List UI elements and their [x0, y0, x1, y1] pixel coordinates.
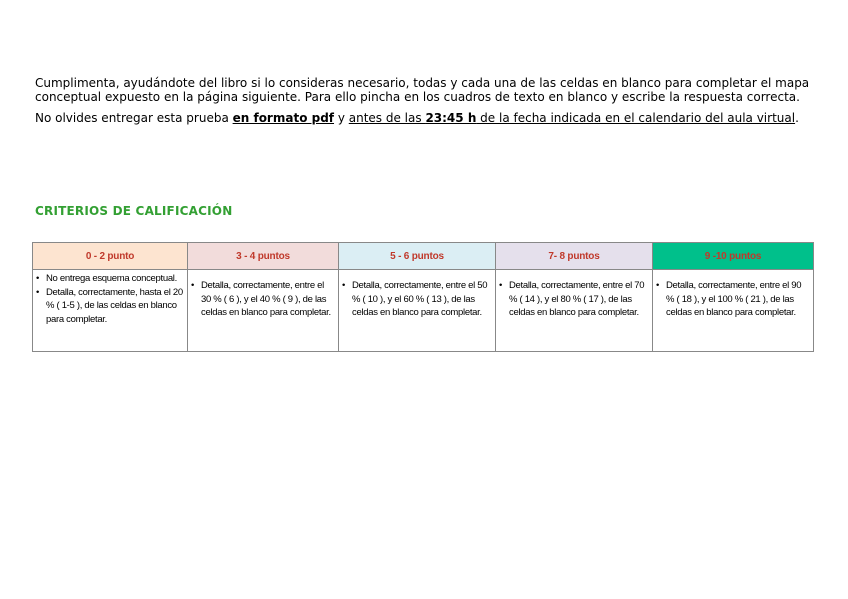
intro-paragraph-2: [35, 112, 815, 126]
deadline-time: 23:45 h: [425, 111, 477, 125]
rubric-header-3-4: 3 - 4 puntos: [188, 243, 339, 270]
p2-part2: y: [334, 111, 349, 125]
intro-text: [35, 77, 815, 126]
rubric-header-5-6: 5 - 6 puntos: [339, 243, 496, 270]
deadline-underlined: [349, 111, 795, 125]
rubric-criterion: • Detalla, correctamente, hasta el 20 % ( 1-5 ), de las celdas en blanco para completar.: [46, 286, 185, 327]
rubric-header-9-10: 9 -10 puntos: [653, 243, 814, 270]
rubric-cell-7-8: [496, 270, 653, 352]
rubric-criterion: • Detalla, correctamente, entre el 30 % ( 6 ), y el 40 % ( 9 ), de las celdas en blanco para completar.: [201, 279, 336, 320]
pdf-format-emphasis: en formato pdf: [232, 111, 335, 125]
p2-after: de la fecha indicada en el calendario del aula virtual: [476, 111, 796, 125]
rubric-header-row: [33, 243, 814, 270]
rubric-cell-5-6: [339, 270, 496, 352]
p2-end: .: [795, 111, 799, 125]
criteria-heading: CRITERIOS DE CALIFICACIÓN: [35, 204, 233, 218]
rubric-header-7-8: 7- 8 puntos: [496, 243, 653, 270]
rubric-criterion: • No entrega esquema conceptual.: [46, 272, 185, 286]
rubric-criterion: • Detalla, correctamente, entre el 70 % ( 14 ), y el 80 % ( 17 ), de las celdas en blanco para completar.: [509, 279, 650, 320]
rubric-header-0-2: 0 - 2 punto: [33, 243, 188, 270]
grading-rubric-table: [32, 242, 814, 352]
rubric-cell-9-10: [653, 270, 814, 352]
rubric-criterion: • Detalla, correctamente, entre el 90 % ( 18 ), y el 100 % ( 21 ), de las celdas en blanco para completar.: [666, 279, 811, 320]
p2-part1: No olvides entregar esta prueba: [35, 111, 233, 125]
rubric-cell-3-4: [188, 270, 339, 352]
p2-before: antes de las: [348, 111, 426, 125]
intro-paragraph-1: Cumplimenta, ayudándote del libro si lo consideras necesario, todas y cada una de las celdas en blanco para completar el mapa conceptual expuesto en la página siguiente. Para ello pincha en los cuadros de texto en blanco y escribe la respuesta correcta.: [35, 76, 810, 104]
rubric-criterion: • Detalla, correctamente, entre el 50 % ( 10 ), y el 60 % ( 13 ), de las celdas en blanco para completar.: [352, 279, 493, 320]
rubric-cell-0-2: [33, 270, 188, 352]
rubric-body-row: [33, 270, 814, 352]
